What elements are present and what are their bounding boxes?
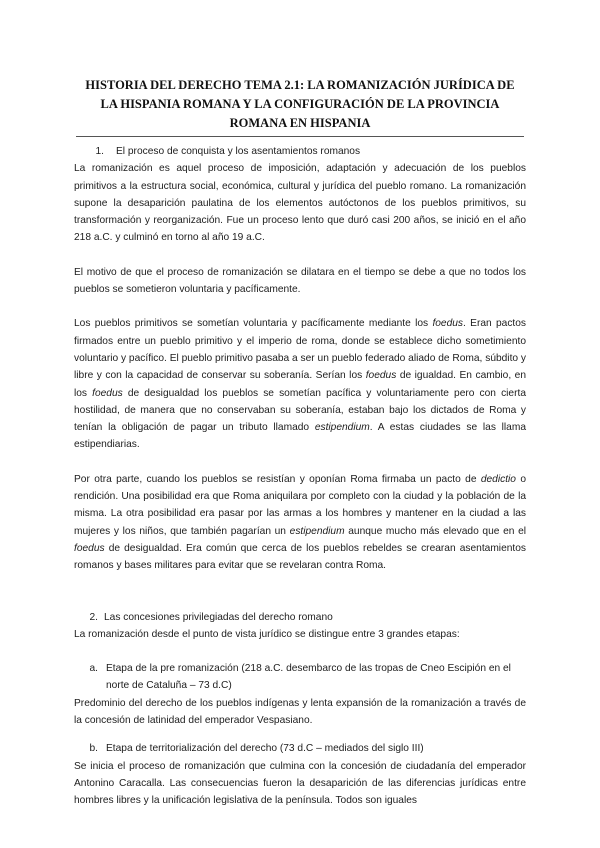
section-2-heading [74,609,526,626]
document-body [74,143,526,810]
section-2-number: 2. [89,611,98,623]
stage-a-title: Etapa de la pre romanización (218 a.C. desembarco de las tropas de Cneo Escipión en el norte de Cataluña – 73 d.C) [106,663,511,692]
section-2-title: Las concesiones privilegiadas del derecho romano [104,611,333,623]
text-run: . A estas ciudades se las llama estipendiarias. [74,422,527,451]
document-title: HISTORIA DEL DERECHO TEMA 2.1: LA ROMANIZACIÓN JURÍDICA DE LA HISPANIA ROMANA Y LA CONFIGURACIÓN DE LA PROVINCIA ROMANA EN HISPANIA [85,78,515,130]
stage-b-letter: b. [89,743,98,755]
latin-term: estipendium [314,422,370,434]
stage-b-title: Etapa de territorialización del derecho (73 d.C – mediados del siglo III) [106,743,424,755]
latin-term: foedus [74,542,105,554]
section-1-paragraph-4 [74,471,526,575]
text-run: de igualdad. En cambio, en los [74,370,526,399]
latin-term: estipendium [289,525,345,537]
latin-term: foedus [432,318,464,330]
stage-a-heading [74,660,526,695]
text-run: de desigualdad los pueblos se sometían pacífica y voluntariamente pero con cierta hostilidad, de manera que no conservaban su soberanía, estaban bajo los dictados de Roma y tenían la obligación de pagar un tributo llamado [74,387,526,434]
stage-a-text: Predominio del derecho de los pueblos indígenas y lenta expansión de la romanización a través de la concesión de latinidad del emperador Vespasiano. [74,697,526,727]
latin-term: dedictio [480,473,516,485]
text-run: Por otra parte, cuando los pueblos se resistían y oponían Roma firmaba un pacto de [74,473,481,485]
text-run: o rendición. Una posibilidad era que Roma aniquilara por completo con la ciudad y la población de la misma. La otra posibilidad era pasar por las armas a los hombres y mantener en la ciudad a las mujeres y los niños, que también pagarían un [74,473,526,537]
section-1-paragraph-1: La romanización es aquel proceso de imposición, adaptación y adecuación de los pueblos primitivos a la estructura social, económica, cultural y jurídica del pueblo romano. La romanización supone la desaparición paulatina de los elementos autóctonos de los pueblos primitivos, su transformación y reorganización. Fue un proceso lento que duró casi 200 años, se inició en el año 218 a.C. y culminó en torno al año 19 a.C. [74,163,526,244]
section-1-heading [74,143,526,160]
stage-a-letter: a. [89,663,98,675]
text-run: aunque mucho más elevado que en el [344,525,527,537]
stage-b-text: Se inicia el proceso de romanización que culmina con la concesión de ciudadanía del emperador Antonino Caracalla. Las consecuencias fueron la desaparición de las diferencias jurídicas entre hombres libres y la unificación legislativa de la península. Todos son iguales [74,760,526,807]
section-1-paragraph-2: El motivo de que el proceso de romanización se dilatara en el tiempo se debe a que no todos los pueblos se sometieron voluntaria y pacíficamente. [74,266,526,296]
text-run: de desigualdad. Era común que cerca de los pueblos rebeldes se crearan asentamientos romanos y bases militares para evitar que se revelaran contra Roma. [74,542,526,572]
text-run: Los pueblos primitivos se sometían voluntaria y pacíficamente mediante los [74,318,433,330]
stage-b-heading [74,740,526,757]
title-divider [76,136,524,137]
latin-term: foedus [365,370,397,382]
latin-term: foedus [92,387,123,399]
section-2-intro: La romanización desde el punto de vista jurídico se distingue entre 3 grandes etapas: [74,628,460,640]
section-1-number: 1. [95,146,104,157]
section-1-paragraph-3 [74,315,526,453]
text-run: . Eran pactos firmados entre un pueblo primitivo y el imperio de roma, donde se establece dicho sometimiento voluntario y pacífico. El pueblo primitivo pasaba a ser un pueblo federado aliado de Roma, súbdito y libre y con la capacidad de conservar su soberanía. Serían los [74,318,526,382]
section-1-title: El proceso de conquista y los asentamientos romanos [116,146,361,157]
